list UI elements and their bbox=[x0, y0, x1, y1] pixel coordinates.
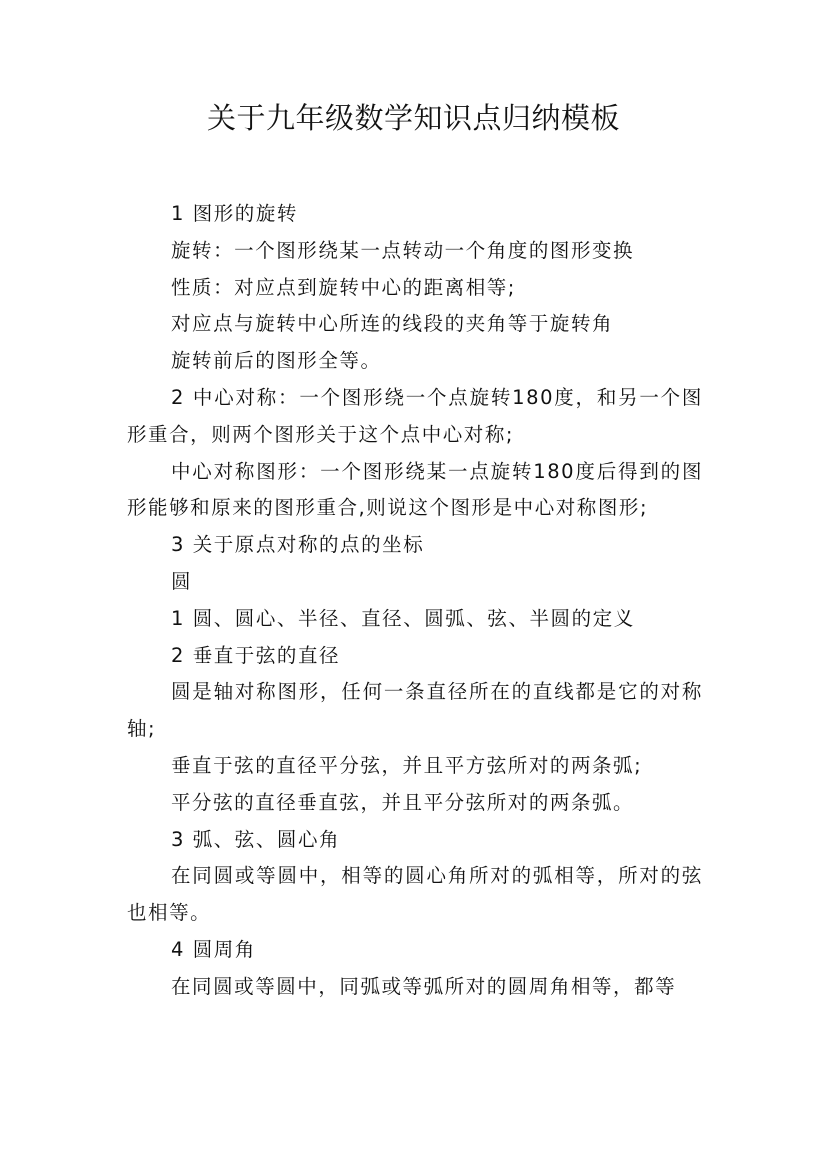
document-title: 关于九年级数学知识点归纳模板 bbox=[206, 101, 620, 135]
paragraph-rotation-congruent: 旋转前后的图形全等。 bbox=[171, 349, 382, 373]
paragraph-bisect-arc: 平分弦的直径垂直弦，并且平分弦所对的两条弧。 bbox=[171, 790, 635, 814]
paragraph-equal-inscribed-angles: 在同圆或等圆中，同弧或等弧所对的圆周角相等，都等 bbox=[171, 974, 677, 998]
document-body bbox=[127, 196, 703, 1006]
paragraph-central-symmetry: 2 中心对称：一个图形绕一个点旋转180度，和另一个图形重合，则两个图形关于这个点中心对称; bbox=[127, 385, 703, 446]
paragraph-centrally-symmetric-figure: 中心对称图形：一个图形绕某一点旋转180度后得到的图形能够和原来的图形重合,则说这个图形是中心对称图形; bbox=[127, 459, 703, 520]
paragraph-circle-heading: 圆 bbox=[171, 569, 193, 593]
paragraph-rotation-angle: 对应点与旋转中心所连的线段的夹角等于旋转角 bbox=[171, 312, 614, 336]
paragraph-inscribed-angle: 4 圆周角 bbox=[171, 937, 256, 961]
paragraph-arc-chord-angle: 3 弧、弦、圆心角 bbox=[171, 827, 341, 851]
paragraph-equal-central-angles: 在同圆或等圆中，相等的圆心角所对的弧相等，所对的弦也相等。 bbox=[127, 864, 703, 925]
paragraph-rotation-heading: 1 图形的旋转 bbox=[171, 202, 298, 225]
paragraph-perpendicular-diameter: 2 垂直于弦的直径 bbox=[171, 643, 341, 667]
paragraph-circle-definitions: 1 圆、圆心、半径、直径、圆弧、弦、半圆的定义 bbox=[171, 606, 635, 630]
paragraph-origin-symmetry: 3 关于原点对称的点的坐标 bbox=[171, 533, 425, 557]
paragraph-bisect-chord: 垂直于弦的直径平分弦，并且平方弦所对的两条弧; bbox=[171, 753, 643, 777]
paragraph-rotation-property: 性质：对应点到旋转中心的距离相等; bbox=[171, 275, 516, 299]
paragraph-axis-symmetry: 圆是轴对称图形，任何一条直径所在的直线都是它的对称轴; bbox=[127, 680, 703, 741]
paragraph-rotation-definition: 旋转：一个图形绕某一点转动一个角度的图形变换 bbox=[171, 238, 635, 262]
